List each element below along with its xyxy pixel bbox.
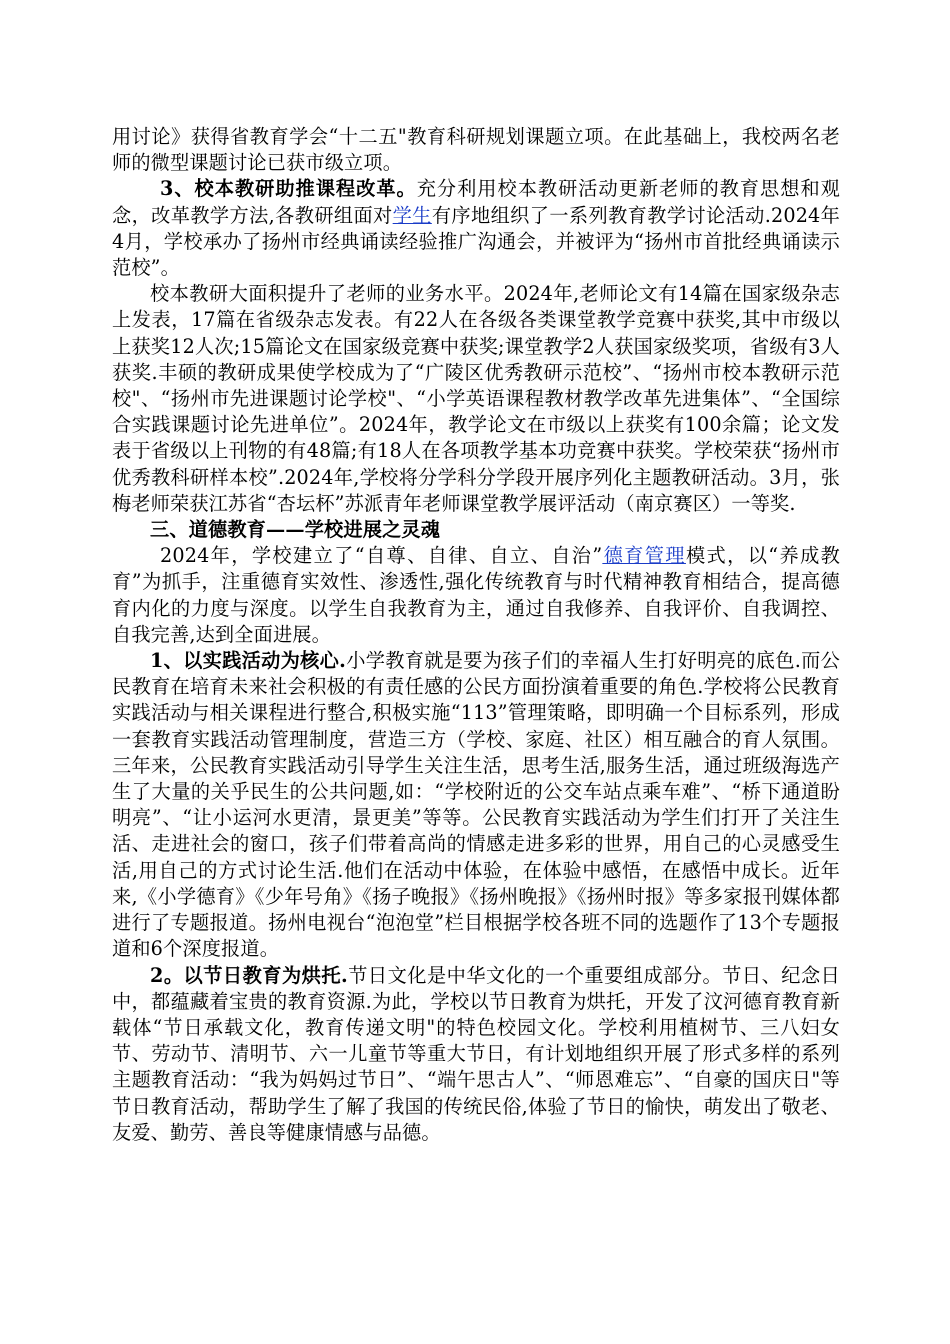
paragraph-text: 充分利用校本教研活动更新老师的教育思想和观念，改革教学方法,各教研组面对	[112, 177, 840, 227]
paragraph-festival-education	[112, 963, 840, 1146]
paragraph-lead: 2。以节日教育为烘托.	[150, 963, 348, 987]
paragraph-text: 节日文化是中华文化的一个重要组成部分。节日、纪念日中，都蕴藏着宝贵的教育资源.为此，学校以节日教育为烘托，开发了汶河德育教育新载体“节日承载文化，教育传递文明"的特色校园文化。学校利用植树节、三八妇女节、劳动节、清明节、六一儿童节等重大节日，有计划地组织开展了形式多样的系列主题教育活动：“我为妈妈过节日”、“端午思古人”、“师恩难忘”、“自豪的国庆日"等节日教育活动，帮助学生了解了我国的传统民俗,体验了节日的愉快，萌发出了敬老、友爱、勤劳、善良等健康情感与品德。	[112, 963, 841, 1144]
link-students[interactable]: 学生	[392, 203, 432, 227]
paragraph-lead: 1、以实践活动为核心.	[150, 649, 347, 673]
paragraph-moral-education	[112, 543, 840, 648]
section-heading-3: 三、道德教育——学校进展之灵魂	[150, 518, 441, 542]
paragraph-text: 2024年，学校建立了“自尊、自律、自立、自治”	[160, 544, 603, 568]
paragraph-practice-activities	[112, 648, 840, 962]
paragraph-text: 模式，以“养成教育”为抓手，注重德育实效性、渗透性,强化传统教育与时代精神教育相结合，提高德育内化的力度与深度。以学生自我教育为主，通过自我修养、自我评价、自我调控、自我完善,达到全面进展。	[112, 544, 840, 646]
paragraph-1: 用讨论》获得省教育学会“十二五"教育科研规划课题立项。在此基础上，我校两名老师的微型课题讨论已获市级立项。	[112, 125, 840, 175]
link-moral-management[interactable]: 德育管理	[602, 544, 686, 568]
document-body	[112, 124, 840, 1146]
paragraph-text: 小学教育就是要为孩子们的幸福人生打好明亮的底色.而公民教育在培育未来社会积极的有责任感的公民方面扮演着重要的角色.学校将公民教育实践活动与相关课程进行整合,积极实施“113”管理策略，即明确一个目标系列，形成一套教育实践活动管理制度，营造三方（学校、家庭、社区）相互融合的育人氛围。三年来，公民教育实践活动引导学生关注生活，思考生活,服务生活，通过班级海选产生了大量的关乎民生的公共问题,如：“学校附近的公交车站点乘车难”、“桥下通道盼明亮”、“让小运河水更清，景更美”等等。公民教育实践活动为学生们打开了关注生活、走进社会的窗口，孩子们带着高尚的情感走进多彩的世界，用自己的心灵感受生活,用自己的方式讨论生活.他们在活动中体验，在体验中感悟，在感悟中成长。近年来,《小学德育》《少年号角》《扬子晚报》《扬州晚报》《扬州时报》等多家报刊媒体都进行了专题报道。扬州电视台“泡泡堂”栏目根据学校各班不同的选题作了13个专题报道和6个深度报道。	[112, 649, 841, 961]
paragraph-research-results: 校本教研大面积提升了老师的业务水平。2024年,老师论文有14篇在国家级杂志上发表，17篇在省级杂志发表。有22人在各级各类课堂教学竞赛中获奖,其中市级以上获奖12人次;15篇论文在国家级竞赛中获奖;课堂教学2人获国家级奖项，省级有3人获奖.丰硕的教研成果使学校成为了“广陵区优秀教研示范校”、“扬州市校本教研示范校"、“扬州市先进课题讨论学校"、“小学英语课程教材教学改革先进集体”、“全国综合实践课题讨论先进单位”。2024年，教学论文在市级以上获奖有100余篇；论文发表于省级以上刊物的有48篇;有18人在各项教学基本功竞赛中获奖。学校荣获“扬州市优秀教科研样本校”.2024年,学校将分学科分学段开展序列化主题教研活动。3月，张梅老师荣获江苏省“杏坛杯”苏派青年老师课堂教学展评活动（南京赛区）一等奖.	[112, 282, 840, 515]
paragraph-teaching-research	[112, 176, 840, 281]
paragraph-lead: 3、校本教研助推课程改革。	[160, 177, 417, 201]
paragraph-text: 有序地组织了一系列教育教学讨论活动.2024年4月，学校承办了扬州市经典诵读经验推广沟通会，并被评为“扬州市首批经典诵读示范校”。	[112, 203, 840, 280]
